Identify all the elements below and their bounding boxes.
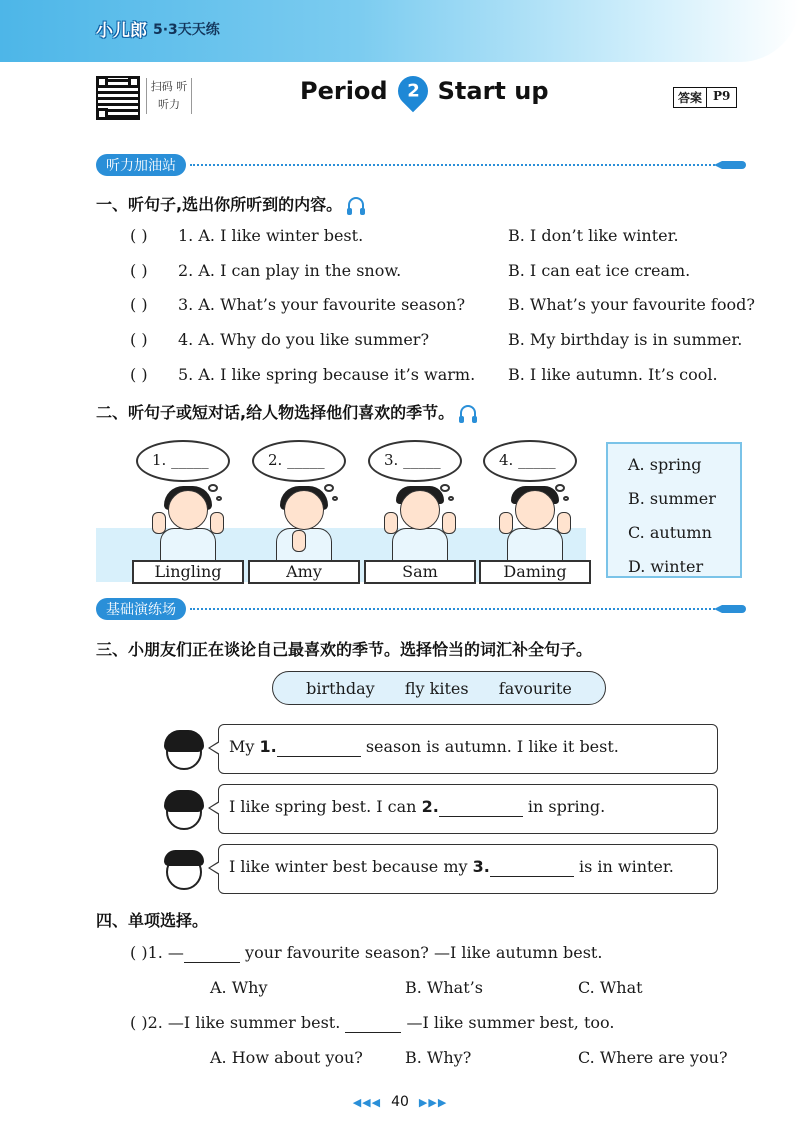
- character-card: [134, 438, 242, 584]
- part2-heading: 二、听句子或短对话,给人物选择他们喜欢的季节。: [96, 400, 476, 423]
- option-a: A. How about you?: [210, 1048, 363, 1067]
- option-a: 4. A. Why do you like summer?: [178, 330, 430, 349]
- part1-heading: 一、听句子,选出你所听到的内容。: [96, 192, 364, 215]
- fill-blank[interactable]: [439, 797, 523, 817]
- option-a: 3. A. What’s your favourite season?: [178, 295, 466, 314]
- character-card: [481, 438, 589, 584]
- option-b: B. What’s your favourite food?: [508, 295, 755, 314]
- part3-heading: 三、小朋友们正在谈论自己最喜欢的季节。选择恰当的词汇补全句子。: [96, 640, 593, 659]
- option-a: 2. A. I can play in the snow.: [178, 261, 402, 280]
- girl-avatar: [160, 726, 206, 772]
- right-arrows-icon: ▶▶▶: [418, 1096, 448, 1109]
- speech-row: [160, 724, 720, 774]
- list-item: [130, 295, 770, 319]
- answer-paren[interactable]: ( ): [130, 295, 148, 314]
- headphone-icon[interactable]: [460, 405, 476, 419]
- brand-logo: 小儿郎: [96, 21, 147, 41]
- list-item: [130, 330, 770, 354]
- fill-blank[interactable]: [184, 943, 240, 963]
- speech-bubble: My 1. season is autumn. I like it best.: [218, 724, 718, 774]
- boy-avatar: [160, 846, 206, 892]
- name-tag: Amy: [248, 560, 360, 584]
- scan-label: 扫码 听听力: [146, 78, 192, 114]
- period-word: Period: [300, 77, 388, 105]
- season-option: B. summer: [628, 489, 716, 508]
- page-number: 40: [391, 1094, 409, 1110]
- girl-avatar: [152, 490, 224, 568]
- option-b: B. Why?: [405, 1048, 472, 1067]
- season-option: D. winter: [628, 557, 704, 576]
- brand-series: 5·3天天练: [153, 21, 220, 38]
- speech-bubble: I like winter best because my 3. is in winter.: [218, 844, 718, 894]
- period-title-text: Start up: [437, 77, 549, 105]
- season-option: C. autumn: [628, 523, 712, 542]
- thought-bubble[interactable]: 2. _____: [252, 440, 346, 482]
- section-banner-label: 听力加油站: [96, 154, 186, 176]
- option-c: C. Where are you?: [578, 1048, 728, 1067]
- pencil-icon: [722, 161, 746, 169]
- option-b: B. I like autumn. It’s cool.: [508, 365, 718, 384]
- period-number-badge: 2: [391, 70, 433, 112]
- girl-avatar: [160, 786, 206, 832]
- pencil-icon: [722, 605, 746, 613]
- brand: [96, 16, 220, 41]
- divider: [190, 164, 718, 166]
- qr-code-icon[interactable]: [96, 76, 140, 120]
- headphone-icon[interactable]: [348, 197, 364, 211]
- option-c: C. What: [578, 978, 643, 997]
- left-arrows-icon: ◀◀◀: [352, 1096, 382, 1109]
- fill-blank[interactable]: [490, 857, 574, 877]
- speech-bubble: I like spring best. I can 2. in spring.: [218, 784, 718, 834]
- word-bank-item: favourite: [498, 678, 572, 698]
- section-banner-label: 基础演练场: [96, 598, 186, 620]
- answer-paren[interactable]: ( ): [130, 943, 148, 962]
- mc-question: ( )1. — your favourite season? —I like autumn best.: [130, 943, 603, 962]
- girl-avatar: [268, 490, 340, 568]
- page-footer: [0, 1094, 800, 1110]
- list-item: [130, 261, 770, 285]
- thought-bubble[interactable]: 1. _____: [136, 440, 230, 482]
- section-banner-listening: [96, 154, 746, 176]
- option-a: 1. A. I like winter best.: [178, 226, 364, 245]
- name-tag: Lingling: [132, 560, 244, 584]
- season-option: A. spring: [628, 455, 702, 474]
- option-b: B. I don’t like winter.: [508, 226, 679, 245]
- speech-row: [160, 784, 720, 834]
- boy-avatar: [499, 490, 571, 568]
- section-banner-practice: [96, 598, 746, 620]
- fill-blank[interactable]: [345, 1013, 401, 1033]
- character-card: [366, 438, 474, 584]
- answer-paren[interactable]: ( ): [130, 226, 148, 245]
- answer-paren[interactable]: ( ): [130, 330, 148, 349]
- name-tag: Sam: [364, 560, 476, 584]
- list-item: [130, 365, 770, 389]
- option-b: B. I can eat ice cream.: [508, 261, 691, 280]
- boy-avatar: [384, 490, 456, 568]
- list-item: [130, 226, 770, 250]
- word-bank: [272, 671, 606, 705]
- answer-paren[interactable]: ( ): [130, 1013, 148, 1032]
- thought-bubble[interactable]: 3. _____: [368, 440, 462, 482]
- answer-label: 答案: [674, 88, 706, 107]
- answer-paren[interactable]: ( ): [130, 365, 148, 384]
- option-b: B. What’s: [405, 978, 483, 997]
- page-title: [300, 76, 549, 106]
- thought-bubble[interactable]: 4. _____: [483, 440, 577, 482]
- name-tag: Daming: [479, 560, 591, 584]
- answer-page: P9: [706, 88, 736, 107]
- word-bank-item: birthday: [306, 678, 375, 698]
- answer-paren[interactable]: ( ): [130, 261, 148, 280]
- part4-heading: 四、单项选择。: [96, 911, 209, 930]
- mc-question: ( )2. —I like summer best. —I like summer best, too.: [130, 1013, 615, 1032]
- character-card: [250, 438, 358, 584]
- option-a: A. Why: [210, 978, 268, 997]
- option-b: B. My birthday is in summer.: [508, 330, 743, 349]
- answer-tag: [673, 87, 737, 108]
- option-a: 5. A. I like spring because it’s warm.: [178, 365, 476, 384]
- speech-row: [160, 844, 720, 894]
- fill-blank[interactable]: [277, 737, 361, 757]
- word-bank-item: fly kites: [404, 678, 469, 698]
- season-options-box: [606, 442, 742, 578]
- divider: [190, 608, 718, 610]
